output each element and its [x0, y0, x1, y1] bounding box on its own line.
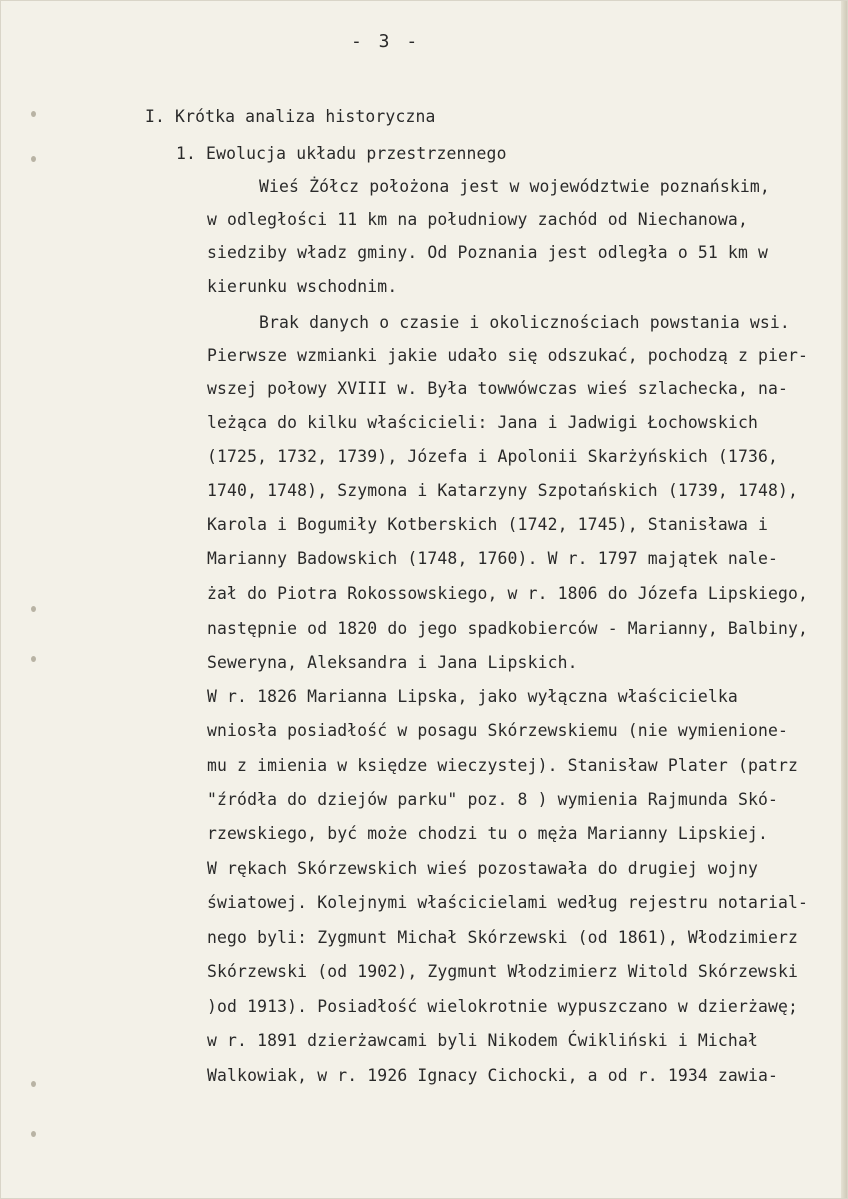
body-line: kierunku wschodnim.	[207, 277, 398, 296]
body-line: Pierwsze wzmianki jakie udało się odszukać, pochodzą z pier-	[207, 346, 809, 365]
body-line: (1725, 1732, 1739), Józefa i Apolonii Skarżyńskich (1736,	[207, 447, 779, 466]
section-heading: 1. Ewolucja układu przestrzennego	[176, 144, 507, 163]
page-number: - 3 -	[351, 31, 421, 52]
body-line: Wieś Żółcz położona jest w województwie poznańskim,	[259, 177, 770, 196]
punch-hole	[31, 1131, 36, 1137]
body-line: W rękach Skórzewskich wieś pozostawała do drugiej wojny	[207, 859, 758, 878]
body-line: Marianny Badowskich (1748, 1760). W r. 1797 majątek nale-	[207, 549, 779, 568]
body-line: wszej połowy XVIII w. Była towwówczas wieś szlachecka, na-	[207, 379, 789, 398]
body-line: Brak danych o czasie i okolicznościach powstania wsi.	[259, 313, 790, 332]
body-line: Seweryna, Aleksandra i Jana Lipskich.	[207, 653, 578, 672]
punch-hole	[31, 1081, 36, 1087]
body-line: w r. 1891 dzierżawcami byli Nikodem Ćwikliński i Michał	[207, 1031, 758, 1050]
body-line: następnie od 1820 do jego spadkobierców - Marianny, Balbiny,	[207, 619, 809, 638]
punch-hole	[31, 156, 36, 162]
punch-hole	[31, 656, 36, 662]
body-line: w odległości 11 km na południowy zachód od Niechanowa,	[207, 210, 748, 229]
body-line: Skórzewski (od 1902), Zygmunt Włodzimierz Witold Skórzewski	[207, 962, 799, 981]
body-line: leżąca do kilku właścicieli: Jana i Jadwigi Łochowskich	[207, 413, 758, 432]
body-line: "źródła do dziejów parku" poz. 8 ) wymienia Rajmunda Skó-	[207, 790, 779, 809]
punch-hole	[31, 606, 36, 612]
body-line: Walkowiak, w r. 1926 Ignacy Cichocki, a od r. 1934 zawia-	[207, 1066, 779, 1085]
chapter-heading: I. Krótka analiza historyczna	[145, 107, 436, 126]
body-line: mu z imienia w księdze wieczystej). Stanisław Plater (patrz	[207, 756, 799, 775]
body-line: wniosła posiadłość w posagu Skórzewskiemu (nie wymienione-	[207, 721, 789, 740]
body-line: 1740, 1748), Szymona i Katarzyny Szpotańskich (1739, 1748),	[207, 481, 799, 500]
body-line: siedziby władz gminy. Od Poznania jest odległa o 51 km w	[207, 243, 769, 262]
body-line: światowej. Kolejnymi właścicielami według rejestru notarial-	[207, 893, 809, 912]
punch-hole	[31, 111, 36, 117]
body-line: W r. 1826 Marianna Lipska, jako wyłączna właścicielka	[207, 687, 738, 706]
body-line: żał do Piotra Rokossowskiego, w r. 1806 do Józefa Lipskiego,	[207, 584, 809, 603]
body-line: rzewskiego, być może chodzi tu o męża Marianny Lipskiej.	[207, 824, 769, 843]
body-line: nego byli: Zygmunt Michał Skórzewski (od 1861), Włodzimierz	[207, 928, 799, 947]
body-line: Karola i Bogumiły Kotberskich (1742, 1745), Stanisława i	[207, 515, 769, 534]
body-line: )od 1913). Posiadłość wielokrotnie wypuszczano w dzierżawę;	[207, 997, 799, 1016]
